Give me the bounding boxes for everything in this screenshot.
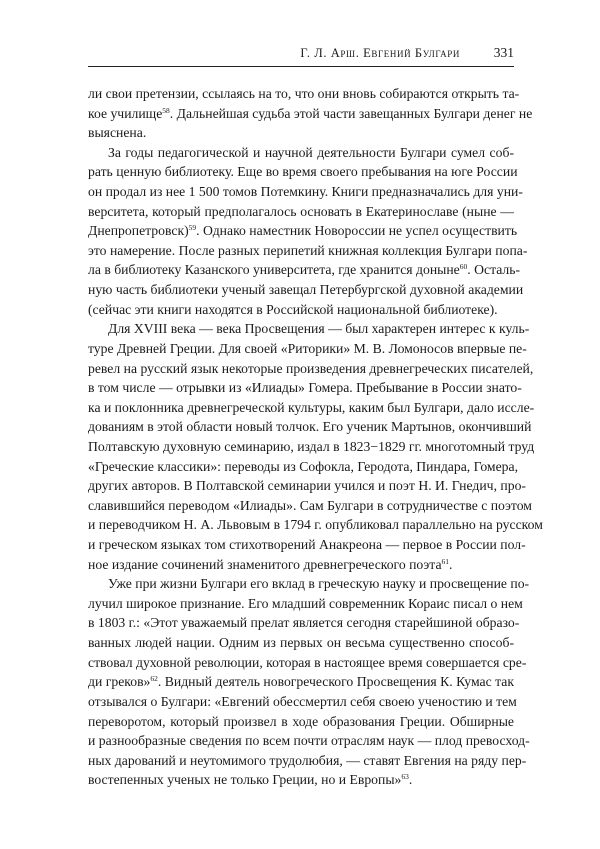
text-line: в 1803 г.: «Этот уважаемый прелат является сегодня старейшиной образо-: [88, 615, 520, 631]
text-line: ревел на русский язык некоторые произведения древнегреческих писателей,: [88, 360, 534, 376]
text-line: туре Древней Греции. Для своей «Риторики» М. В. Ломоносов впервые пе-: [88, 340, 527, 356]
text-line: отзывался о Булгари: «Евгений обессмертил себя своею ученостию и тем: [88, 693, 517, 709]
text-line: ла в библиотеку Казанского университета, где хранится доныне$^{60}$. Осталь-: [88, 262, 521, 278]
text-line: (сейчас эти книги находятся в Российской национальной библиотеке).: [88, 301, 498, 317]
running-title: Г. Л. Арш. Евгений Булгари: [300, 46, 460, 60]
text-line: это намерение. После разных перипетий книжная коллекция Булгари попа-: [88, 242, 528, 258]
text-line: востепенных ученых не только Греции, но и Европы»$^{63}$.: [88, 772, 413, 788]
text-line: и разнообразные сведения по всем почти отраслям наук — плод превосход-: [88, 733, 530, 749]
page-number: 331: [493, 45, 514, 60]
running-header: [88, 44, 514, 67]
footnote-ref: 59: [188, 223, 197, 233]
text-line: Полтавскую духовную семинарию, издал в 1823−1829 гг. многотомный труд: [88, 438, 535, 454]
text-line: кое училище$^{58}$. Дальнейшая судьба этой части завещанных Булгари денег не: [88, 105, 533, 121]
text-line: ных дарований и неутомимого трудолюбия, — ставят Евгения на ряду пер-: [88, 752, 527, 768]
text-line: и переводчиком Н. А. Львовым в 1794 г. опубликовал параллельно на русском: [88, 517, 543, 533]
footnote-ref: 58: [162, 105, 170, 115]
text-line: За годы педагогической и научной деятельности Булгари сумел соб-: [108, 144, 514, 160]
text-line: ванных людей нации. Одним из первых он весьма существенно способ-: [88, 635, 514, 651]
text-line: выяснена.: [88, 125, 147, 141]
text-line: «Греческие классики»: переводы из Софокла, Геродота, Пиндара, Гомера,: [88, 458, 518, 474]
text-line: славившийся переводом «Илиады». Сам Булгари в сотрудничестве с поэтом: [88, 497, 532, 513]
footnote-ref: 61: [441, 556, 450, 566]
text-line: других авторов. В Полтавской семинарии учился и поэт Н. И. Гнедич, про-: [88, 478, 526, 494]
text-line: и греческом языках том стихотворений Анакреона — первое в России пол-: [88, 537, 526, 553]
footnote-ref: 62: [150, 674, 158, 684]
text-line: в том числе — отрывки из «Илиады» Гомера. Пребывание в России знато-: [88, 380, 522, 396]
text-line: Днепропетровск)$^{59}$. Однако наместник Новороссии не успел осуществить: [88, 223, 518, 239]
text-line: Для XVIII века — века Просвещения — был характерен интерес к куль-: [108, 321, 530, 337]
text-line: он продал из нее 1 500 томов Потемкину. Книги предназначались для уни-: [88, 184, 523, 200]
text-line: верситета, который предполагалось основать в Екатеринославе (ныне —: [88, 203, 514, 219]
text-line: ди греков»$^{62}$. Видный деятель новогреческого Просвещения К. Кумас так: [88, 674, 514, 690]
text-line: Уже при жизни Булгари его вклад в греческую науку и просвещение по-: [108, 576, 530, 592]
text-line: лучил широкое признание. Его младший современник Кораис писал о нем: [88, 595, 523, 611]
text-line: ли свои претензии, ссылаясь на то, что они вновь собираются открыть та-: [88, 86, 520, 101]
text-line: дованиям в этой области новый толчок. Его ученик Мартынов, окончивший: [88, 419, 532, 435]
text-line: переворотом, который произвел в ходе образования Греции. Обширные: [88, 713, 514, 729]
text-line: ное издание сочинений знаменитого древнегреческого поэта$^{61}$.: [88, 556, 453, 572]
body-text: [88, 84, 543, 790]
footnote-ref: 60: [459, 262, 468, 272]
footnote-ref: 63: [401, 772, 409, 782]
text-line: ную часть библиотеки ученый завещал Петербургской духовной академии: [88, 282, 524, 298]
text-line: ка и поклонника древнегреческой культуры, каким был Булгари, дало иссле-: [88, 399, 535, 415]
text-line: рать ценную библиотеку. Еще во время своего пребывания на юге России: [88, 164, 518, 180]
text-line: ствовал духовной революции, которая в настоящее время совершается сре-: [88, 654, 527, 670]
